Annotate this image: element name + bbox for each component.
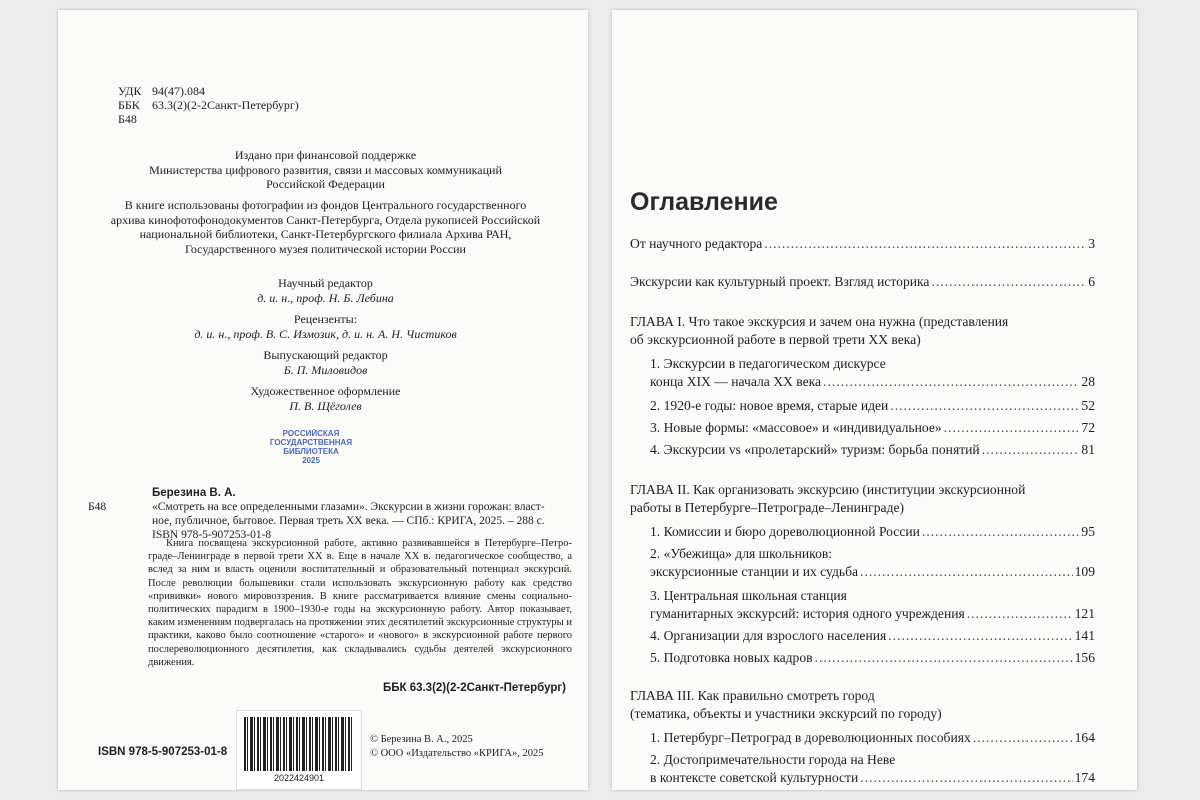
bbk-bottom: ББК 63.3(2)(2-2Санкт-Петербург)	[382, 682, 566, 694]
right-page	[612, 10, 1137, 790]
toc-entry	[650, 564, 1095, 580]
copyright	[370, 733, 543, 761]
toc-page-number: 28	[1081, 374, 1095, 389]
toc-entry-text: конца XIX — начала XX века	[650, 374, 822, 389]
funding-line: Издано при финансовой поддержке	[234, 148, 417, 162]
toc-entry-text: 1. Экскурсии в педагогическом дискурсе	[650, 356, 886, 371]
author-name: Березина В. А.	[152, 487, 236, 499]
toc-entry	[630, 236, 1095, 252]
stamp-line: ГОСУДАРСТВЕННАЯ	[269, 438, 353, 447]
toc-leader	[823, 374, 1079, 390]
copyright-publisher: © ООО «Издательство «КРИГА», 2025	[370, 748, 544, 759]
classification-codes	[118, 84, 299, 126]
photo-line: национальной библиотеки, Санкт-Петербургского филиала Архива РАН,	[139, 227, 512, 241]
toc-entry-text: гуманитарных экскурсий: история одного учреждения	[650, 606, 965, 621]
entry-isbn: ISBN 978-5-907253-01-8	[152, 529, 272, 541]
funding-note	[88, 148, 563, 192]
funding-line: Министерства цифрового развития, связи и массовых коммуникаций	[149, 162, 502, 177]
udk-label: УДК	[118, 84, 142, 98]
barcode-number: 2022424901	[273, 773, 325, 783]
barcode-icon	[244, 717, 354, 771]
toc-chapter-heading-cont: об экскурсионной работе в первой трети XX века)	[630, 332, 921, 347]
bibliographic-entry	[88, 486, 568, 542]
toc-page-number: 95	[1081, 524, 1095, 539]
toc-page-number: 164	[1074, 730, 1095, 745]
photo-line: Государственного музея политической истории России	[185, 241, 466, 256]
credits	[88, 276, 563, 420]
reviewers-role: Рецензенты:	[293, 312, 358, 326]
toc-page-number: 141	[1074, 628, 1095, 643]
toc-entry-text: 4. Организации для взрослого населения	[650, 628, 887, 643]
barcode-sticker	[236, 710, 362, 790]
toc-title: Оглавление	[630, 188, 778, 216]
toc-entry-text: 3. Центральная школьная станция	[650, 588, 847, 603]
isbn-bottom: ISBN 978-5-907253-01-8	[98, 746, 228, 758]
toc-page-number: 52	[1081, 398, 1095, 413]
stamp-line: РОССИЙСКАЯ	[282, 429, 340, 438]
toc-entry-text: 2. 1920-е годы: новое время, старые идеи	[650, 398, 889, 413]
toc-entry	[630, 274, 1095, 290]
toc-chapter-heading: ГЛАВА II. Как организовать экскурсию (институции экскурсионной	[630, 482, 1026, 497]
toc-chapter-heading-cont: работы в Петербурге–Петрограде–Ленинграде)	[630, 500, 905, 515]
toc-entry	[650, 524, 1095, 540]
toc-leader	[764, 236, 1086, 252]
left-page	[58, 10, 588, 790]
annotation: Книга посвящена экскурсионной работе, активно развивавшейся в Петербурге–Петро-граде–Ленинграде в первой трети XX в. Еще в начале XX в. педагогическое сообщество, а вслед за ним и власть оценили воспитательный и образовательный потенциал экскурсий. После революции большевики стали использовать экскурсионную работу как средство «прививки» нового мировоззрения. В книге рассматривается влияние смены социально-политических парадигм в 1900–1930-е годы на экскурсионную работу. Автор показывает, каким изменениям подвергалась на протяжении этих десятилетий экскурсионные структуры и практики, каково было соотношение «старого» и «нового» в экскурсионной работе первого послереволюционного десятилетия, как складывались судьбы деятелей экскурсионного движения.	[148, 538, 572, 668]
stamp-line: 2025	[302, 456, 320, 465]
bbk-label: ББК	[118, 98, 140, 112]
toc-page-number: 6	[1088, 274, 1095, 289]
issuing-editor-name: Б. П. Миловидов	[283, 363, 368, 377]
toc-entry	[650, 628, 1095, 644]
art-design-role: Художественное оформление	[250, 384, 401, 398]
toc-entry-text: От научного редактора	[630, 236, 763, 251]
toc-entry	[650, 420, 1095, 436]
toc-leader	[922, 524, 1079, 540]
photo-line: архива кинофотофонодокументов Санкт-Петербурга, Отдела рукописей Российской	[110, 212, 541, 227]
toc-entry-text: 5. Подготовка новых кадров	[650, 650, 813, 665]
entry-title-line: «Смотреть на все определенными глазами». Экскурсии в жизни горожан: власт-	[152, 501, 545, 513]
toc-entry-text: в контексте советской культурности	[650, 770, 859, 785]
toc-entry	[650, 650, 1095, 666]
toc-entry-text: 1. Петербург–Петроград в дореволюционных пособиях	[650, 730, 971, 745]
toc-leader	[973, 730, 1073, 746]
toc-page-number: 3	[1088, 236, 1095, 251]
stamp-line: БИБЛИОТЕКА	[283, 447, 339, 456]
toc-entry-text: 4. Экскурсии vs «пролетарский» туризм: борьба понятий	[650, 442, 980, 457]
entry-code: Б48	[88, 501, 107, 513]
toc-leader	[860, 770, 1072, 786]
cutter-code: Б48	[118, 112, 137, 126]
toc-entry-text: Экскурсии как культурный проект. Взгляд историка	[630, 274, 930, 289]
photo-line: В книге использованы фотографии из фондов Центрального государственного	[124, 198, 527, 212]
toc-page-number: 109	[1074, 564, 1095, 579]
udk-value: 94(47).084	[152, 84, 205, 98]
toc-page-number: 72	[1081, 420, 1095, 435]
toc-leader	[944, 420, 1080, 436]
toc-page-number: 174	[1074, 770, 1095, 785]
toc-leader	[982, 442, 1080, 458]
issuing-editor-role: Выпускающий редактор	[263, 348, 388, 362]
toc-chapter-heading-cont: (тематика, объекты и участники экскурсий по городу)	[630, 706, 942, 721]
reviewers-names: д. и. н., проф. В. С. Измозик, д. и. н. А. Н. Чистиков	[194, 327, 457, 341]
funding-line: Российской Федерации	[266, 177, 385, 191]
toc-entry-text: 1. Комиссии и бюро дореволюционной России	[650, 524, 920, 539]
toc-entry-text: 3. Новые формы: «массовое» и «индивидуальное»	[650, 420, 942, 435]
toc-entry	[650, 606, 1095, 622]
art-design-name: П. В. Щёголев	[289, 399, 362, 413]
toc-page-number: 121	[1074, 606, 1095, 621]
scientific-editor-role: Научный редактор	[278, 276, 373, 290]
entry-imprint-line: ное, публичное, бытовое. Первая треть XX века. — СПб.: КРИГА, 2025. – 288 с.	[152, 515, 545, 527]
toc-entry-text: 2. Достопримечательности города на Неве	[650, 752, 896, 767]
toc-entry-text: экскурсионные станции и их судьба	[650, 564, 859, 579]
toc-leader	[888, 628, 1072, 644]
toc-leader	[860, 564, 1073, 580]
bbk-value: 63.3(2)(2-2Санкт-Петербург)	[152, 98, 299, 112]
toc-entry	[650, 442, 1095, 458]
toc-entry	[650, 770, 1095, 786]
toc-leader	[815, 650, 1073, 666]
toc-chapter-heading: ГЛАВА III. Как правильно смотреть город	[630, 688, 875, 703]
photo-sources-note	[88, 198, 563, 256]
toc-entry	[650, 398, 1095, 414]
toc-leader	[931, 274, 1086, 290]
toc-leader	[967, 606, 1073, 622]
copyright-author: © Березина В. А., 2025	[370, 734, 473, 745]
toc-page-number: 81	[1081, 442, 1095, 457]
scientific-editor-name: д. и. н., проф. Н. Б. Лебина	[257, 291, 394, 305]
library-stamp	[261, 427, 361, 469]
toc-leader	[890, 398, 1079, 414]
toc-chapter-heading: ГЛАВА I. Что такое экскурсия и зачем она нужна (представления	[630, 314, 1009, 329]
toc-entry	[650, 374, 1095, 390]
toc-entry	[650, 730, 1095, 746]
toc-entry-text: 2. «Убежища» для школьников:	[650, 546, 833, 561]
toc-page-number: 156	[1074, 650, 1095, 665]
